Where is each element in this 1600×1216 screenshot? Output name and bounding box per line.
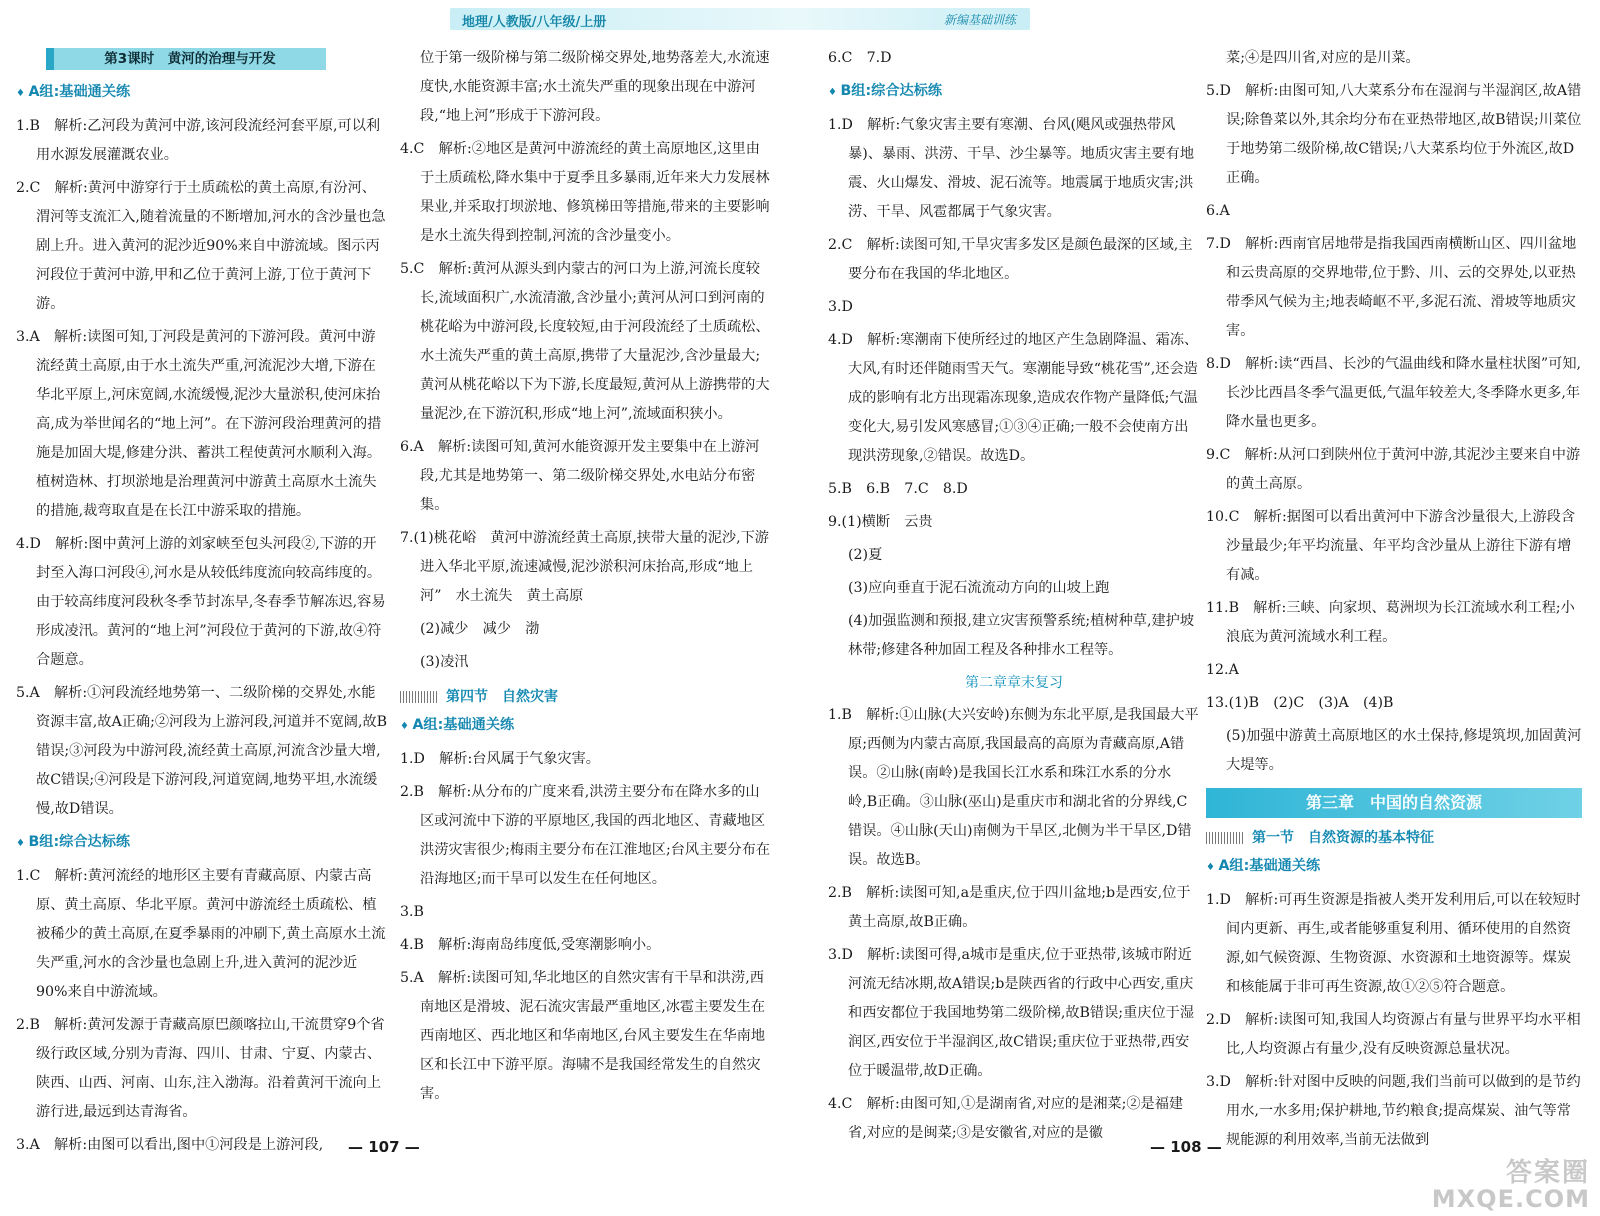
answer-item: 2.B 解析:读图可知,a是重庆,位于四川盆地;b是西安,位于黄土高原,故B正确。: [828, 885, 1191, 930]
column-3: [828, 44, 1200, 1141]
answer-subitem: (4)加强监测和预报,建立灾害预警系统;植树种草,建护坡林带;修建各种加固工程及各种排水工程等。: [848, 613, 1195, 658]
watermark-cn: 答案圈: [1505, 1158, 1590, 1188]
answer-subitem: (2)夏: [848, 547, 883, 563]
answer-item: 13.(1)B (2)C (3)A (4)B: [1206, 695, 1394, 711]
answer-item: 5.A 解析:读图可知,华北地区的自然灾害有干旱和洪涝,西南地区是滑坡、泥石流灾害最严重地区,冰雹主要发生在西南地区、西北地区和华南地区,台风主要发生在华南地区和长江中下游平原。海啸不是我国经常发生的自然灾害。: [400, 970, 766, 1102]
answer-item: 5.B 6.B 7.C 8.D: [828, 481, 968, 497]
answer-item: 4.B 解析:海南岛纬度低,受寒潮影响小。: [400, 937, 661, 953]
answer-item: 12.A: [1206, 662, 1239, 678]
answer-item: 5.A 解析:①河段流经地势第一、二级阶梯的交界处,水能资源丰富,故A正确;②河段为上游河段,河道并不宽阔,故B错误;③河段为中游河段,流经黄土高原,河流含沙量大增,故C错误;④河段是下游河段,河道宽阔,地势平坦,水流缓慢,故D错误。: [16, 685, 388, 817]
answer-item: 3.A 解析:读图可知,丁河段是黄河的下游河段。黄河中游流经黄土高原,由于水土流失严重,河流泥沙大增,下游在华北平原上,河床宽阔,水流缓慢,泥沙大量淤积,使河床抬高,成为举世闻名的“地上河”。在下游河段治理黄河的措施是加固大堤,修建分洪、蓄洪工程使黄河水顺利入海。植树造林、打坝淤地是治理黄河中游黄土高原水土流失的措施,裁弯取直是在长江中游采取的措施。: [16, 329, 382, 519]
page-number-left: — 107 —: [348, 1138, 420, 1156]
answer-item: 2.C 解析:黄河中游穿行于土质疏松的黄土高原,有汾河、渭河等支流汇入,随着流量的不断增加,河水的含沙量也急剧上升。进入黄河的泥沙近90%来自中游流域。图示丙河段位于黄河中游,甲和乙位于黄河上游,丁位于黄河下游。: [16, 180, 386, 312]
site-watermark: [1390, 1152, 1590, 1213]
header-series-name: 新编基础训练: [943, 13, 1016, 27]
section-heading-text: 第一节 自然资源的基本特征: [1252, 830, 1434, 846]
answer-item: 2.C 解析:读图可知,干旱灾害多发区是颜色最深的区域,主要分布在我国的华北地区。: [828, 237, 1193, 282]
answer-item: 9.C 解析:从河口到陕州位于黄河中游,其泥沙主要来自中游的黄土高原。: [1206, 447, 1581, 492]
answer-item: 11.B 解析:三峡、向家坝、葛洲坝为长江流域水利工程;小浪底为黄河流域水利工程。: [1206, 600, 1575, 645]
column-4: [1206, 44, 1582, 1148]
group-b-heading: ♦ B组:综合达标练: [828, 77, 1200, 107]
answer-item: 1.C 解析:黄河流经的地形区主要有青藏高原、内蒙古高原、黄土高原、华北平原。黄河中游流经土质疏松、植被稀少的黄土高原,在夏季暴雨的冲刷下,黄土高原水土流失严重,河水的含沙量也急剧上升,进入黄河的泥沙近90%来自中游流域。: [16, 868, 386, 1000]
group-a-heading: ♦ A组:基础通关练: [16, 78, 388, 108]
answer-item: 2.B 解析:黄河发源于青藏高原巴颜喀拉山,干流贯穿9个省级行政区域,分别为青海、四川、甘肃、宁夏、内蒙古、陕西、山西、河南、山东,注入渤海。沿着黄河干流向上游行进,最远到达青海省。: [16, 1017, 385, 1120]
lesson-title-bar: 第3课时 黄河的治理与开发: [46, 48, 326, 70]
header-book-info: 地理/人教版/八年级/上册: [462, 15, 607, 30]
answer-item: 7.(1)桃花峪 黄河中游流经黄土高原,挟带大量的泥沙,下游进入华北平原,流速减慢,泥沙淤积河床抬高,形成“地上河” 水土流失 黄土高原: [400, 530, 769, 604]
group-b-heading: ♦ B组:综合达标练: [16, 828, 388, 858]
answer-item: 5.C 解析:黄河从源头到内蒙古的河口为上游,河流长度较长,流域面积广,水流清澈,含沙量小;黄河从河口到河南的桃花峪为中游河段,长度较短,由于河段流经了土质疏松、水土流失严重的黄土高原,携带了大量泥沙,含沙量最大;黄河从桃花峪以下为下游,长度最短,黄河从上游携带的大量泥沙,在下游沉积,形成“地上河”,流域面积狭小。: [400, 261, 770, 422]
answer-subitem: (5)加强中游黄土高原地区的水土保持,修堤筑坝,加固黄河大堤等。: [1226, 728, 1582, 773]
section-bars-icon: [1206, 832, 1244, 844]
answer-item: 1.B 解析:乙河段为黄河中游,该河段流经河套平原,可以利用水源发展灌溉农业。: [16, 118, 381, 163]
chapter-title-bar: 第三章 中国的自然资源: [1206, 788, 1582, 818]
section-bars-icon: [400, 691, 438, 703]
running-header: [450, 8, 1030, 30]
answer-item: 6.A 解析:读图可知,黄河水能资源开发主要集中在上游河段,尤其是地势第一、第二级阶梯交界处,水电站分布密集。: [400, 439, 760, 513]
answer-item: 5.D 解析:由图可知,八大菜系分布在湿润与半湿润区,故A错误;除鲁菜以外,其余均分布在亚热带地区,故B错误;川菜位于地势第二级阶梯,故C错误;八大菜系均位于外流区,故D正确。: [1206, 83, 1582, 186]
answer-item: 9.(1)横断 云贵: [828, 514, 933, 530]
answer-item: 7.D 解析:西南官居地带是指我国西南横断山区、四川盆地和云贵高原的交界地带,位于黔、川、云的交界处,以亚热带季风气候为主;地表崎岖不平,多泥石流、滑坡等地质灾害。: [1206, 236, 1577, 339]
group-a-heading: ♦ A组:基础通关练: [1206, 852, 1582, 882]
group-a-heading: ♦ A组:基础通关练: [400, 711, 772, 741]
answer-item: 1.D 解析:气象灾害主要有寒潮、台风(飓风或强热带风暴)、暴雨、洪涝、干旱、沙尘暴等。地质灾害主要有地震、火山爆发、滑坡、泥石流等。地震属于地质灾害;洪涝、干旱、风雹都属于气象灾害。: [828, 117, 1195, 220]
answer-item: 1.B 解析:①山脉(大兴安岭)东侧为东北平原,是我国最大平原;西侧为内蒙古高原,我国最高的高原为青藏高原,A错误。②山脉(南岭)是我国长江水系和珠江水系的分水岭,B正确。③山脉(巫山)是重庆市和湖北省的分界线,C错误。④山脉(天山)南侧为干旱区,北侧为半干旱区,D错误。故选B。: [828, 707, 1199, 868]
column-1: [16, 44, 388, 1153]
section-heading: [1206, 824, 1582, 852]
answer-item: 4.D 解析:图中黄河上游的刘家峡至包头河段②,下游的开封至入海口河段④,河水是从较低纬度流向较高纬度的。由于较高纬度河段秋冬季节封冻早,冬春季节解冻迟,容易形成凌汛。黄河的“地上河”河段位于黄河的下游,故④符合题意。: [16, 536, 386, 668]
continued-text: 菜;④是四川省,对应的是川菜。: [1226, 50, 1420, 66]
answer-item: 4.D 解析:寒潮南下使所经过的地区产生急剧降温、霜冻、大风,有时还伴随雨雪天气。寒潮能导致“桃花雪”,还会造成的影响有北方出现霜冻现象,造成农作物产量降低;气温变化大,易引发风寒感冒;①③④正确;一般不会使南方出现洪涝现象,②错误。故选D。: [828, 332, 1199, 464]
watermark-en: MXQE.COM: [1431, 1185, 1590, 1213]
continued-text: 位于第一级阶梯与第二级阶梯交界处,地势落差大,水流速度快,水能资源丰富;水土流失严重的现象出现在中游河段,“地上河”形成于下游河段。: [420, 50, 770, 124]
answer-item: 10.C 解析:据图可以看出黄河中下游含沙量很大,上游段含沙量最少;年平均流量、年平均含沙量从上游往下游有增有减。: [1206, 509, 1576, 583]
answer-item: 3.D 解析:针对图中反映的问题,我们当前可以做到的是节约用水,一水多用;保护耕地,节约粮食;提高煤炭、油气等常规能源的利用效率,当前无法做到: [1206, 1074, 1581, 1148]
section-heading: [400, 683, 772, 711]
answer-item: 2.B 解析:从分布的广度来看,洪涝主要分布在降水多的山区或河流中下游的平原地区,我国的西北地区、青藏地区洪涝灾害很少;梅雨主要分布在江淮地区;台风主要分布在沿海地区;而干旱可以发生在任何地区。: [400, 784, 771, 887]
page-number-right: — 108 —: [1150, 1138, 1222, 1156]
answer-subitem: (3)凌汛: [420, 654, 469, 670]
answer-item: 3.D 解析:读图可得,a城市是重庆,位于亚热带,该城市附近河流无结冰期,故A错误;b是陕西省的行政中心西安,重庆和西安都位于我国地势第二级阶梯,故B错误;重庆位于湿润区,西安位于半湿润区,故C错误;重庆位于亚热带,西安位于暖温带,故D正确。: [828, 947, 1195, 1079]
answer-item: 4.C 解析:由图可知,①是湖南省,对应的是湘菜;②是福建省,对应的是闽菜;③是安徽省,对应的是徽: [828, 1096, 1184, 1141]
answer-item: 3.A 解析:由图可以看出,图中①河段是上游河段,: [16, 1137, 324, 1153]
section-heading-text: 第四节 自然灾害: [446, 689, 558, 705]
answer-item: 3.D: [828, 299, 853, 315]
answer-item: 6.C 7.D: [828, 50, 892, 66]
answer-item: 1.D 解析:可再生资源是指被人类开发利用后,可以在较短时间内更新、再生,或者能够重复利用、循环使用的自然资源,如气候资源、生物资源、水资源和土地资源等。煤炭和核能属于非可再生资源,故①②⑤符合题意。: [1206, 892, 1581, 995]
answer-item: 1.D 解析:台风属于气象灾害。: [400, 751, 600, 767]
chapter-review-heading: 第二章章末复习: [965, 675, 1063, 691]
answer-subitem: (3)应向垂直于泥石流流动方向的山坡上跑: [848, 580, 1110, 596]
answer-item: 4.C 解析:②地区是黄河中游流经的黄土高原地区,这里由于土质疏松,降水集中于夏季且多暴雨,近年来大力发展林果业,并采取打坝淤地、修筑梯田等措施,带来的主要影响是水土流失得到控制,河流的含沙量变小。: [400, 141, 770, 244]
answer-subitem: (2)减少 减少 渤: [420, 621, 540, 637]
column-2: [400, 44, 772, 1134]
answer-item: 3.B: [400, 904, 424, 920]
answer-item: 2.D 解析:读图可知,我国人均资源占有量与世界平均水平相比,人均资源占有量少,没有反映资源总量状况。: [1206, 1012, 1581, 1057]
answer-item: 6.A: [1206, 203, 1230, 219]
answer-item: 8.D 解析:读“西昌、长沙的气温曲线和降水量柱状图”可知,长沙比西昌冬季气温更低,气温年较差大,冬季降水更多,年降水量也更多。: [1206, 356, 1582, 430]
